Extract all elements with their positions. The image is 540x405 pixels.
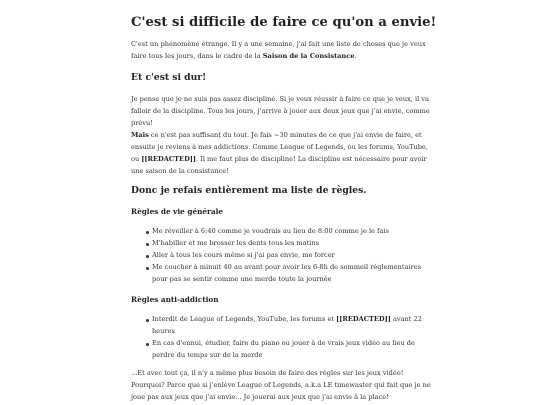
list-item: Me réveiller à 6:40 comme je voudrais au lieu de 8:00 comme je le fais — [152, 227, 389, 235]
intro-line-1: C'est un phénomène étrange. Il y a une semaine, j'ai fait une liste de choses que je veux — [131, 40, 426, 48]
p1-line-2: falloir de la discipline. Tous les jours, j'arrive à jouer aux deux jeux que j'ai envie, comme — [131, 107, 430, 115]
p2-line-3 — [131, 155, 427, 164]
p1-line-1: Je pense que je ne suis pas assez discipliné. Si je veux réussir à faire ce que je veux, il va — [131, 95, 429, 103]
page-title: C'est si difficile de faire ce qu'on a envie! — [131, 15, 437, 30]
list-item-text: Interdit de League of Legends, YouTube, les forums et — [152, 315, 337, 323]
intro-line-2 — [131, 52, 357, 61]
p2-line-4: une saison de la consistance! — [131, 167, 229, 175]
intro-period: . — [354, 52, 357, 60]
bullet-dot — [146, 243, 149, 246]
bullet-dot — [146, 343, 149, 346]
list-item: Me coucher à minuit 40 au avant pour avoir les 6-8h de sommeil réglementaires — [152, 263, 422, 271]
redacted-bold: [[REDACTED]] — [141, 155, 197, 163]
list-item-continuation: heures — [152, 327, 175, 335]
p2-line-2: ensuite je reviens à mes addictions. Comme League of Legends, ou les forums, YouTube, — [131, 143, 428, 151]
subheading-anti-addiction: Règles anti-addiction — [131, 295, 219, 304]
p2-line-1-text: ce n'est pas suffisant du tout. Je fais ~30 minutes de ce que j'ai envie de faire, et — [148, 131, 422, 139]
bullet-dot — [146, 255, 149, 258]
outro-line-3: joue pas aux jeux que j'ai envie... Je jouerai aux jeux que j'ai envie à la place! — [131, 393, 389, 401]
intro-text: faire tous les jours, dans le cadre de la — [131, 52, 263, 60]
list-item-text-end: avant 22 — [390, 315, 422, 323]
outro-line-1: ...Et avec tout ça, il n'y a même plus besoin de faire des règles sur les jeux vidéo! — [131, 369, 404, 377]
mais-bold: Mais — [131, 131, 149, 139]
list-item: En cas d'ennui, étudier, faire du piano ou jouer à de vrais jeux vidéo au lieu de — [152, 339, 415, 347]
p2-line-1 — [131, 131, 422, 140]
list-item: Aller à tous les cours même si j'ai pas envie, me forcer — [152, 251, 335, 259]
section-heading-dur: Et c'est si dur! — [131, 72, 207, 83]
list-item: M'habiller et me brosser les dents tous les matins — [152, 239, 319, 247]
list-item-continuation: pour pas se sentir comme une merde toute la journée — [152, 275, 332, 283]
section-heading-regles: Donc je refais entièrement ma liste de règles. — [131, 185, 367, 196]
redacted-bold: [[REDACTED]] — [336, 315, 391, 323]
list-item-continuation: perdre du temps sur de la merde — [152, 351, 263, 359]
p2-line-3-pre: ou — [131, 155, 142, 163]
bullet-dot — [146, 319, 149, 322]
outro-line-2: Pourquoi? Parce que si j'enlève League of Legends, a.k.a LE timewaster qui fait que je ne — [131, 381, 431, 389]
subheading-vie-generale: Règles de vie générale — [131, 207, 224, 216]
bullet-dot — [146, 267, 149, 270]
saison-link-text: Saison de la Consistance — [262, 52, 355, 60]
p1-line-3: prévu! — [131, 119, 153, 127]
list-item — [152, 315, 422, 324]
bullet-dot — [146, 231, 149, 234]
p2-line-3-post: . Il me faut plus de discipline! La discipline est nécessaire pour avoir — [196, 155, 427, 163]
